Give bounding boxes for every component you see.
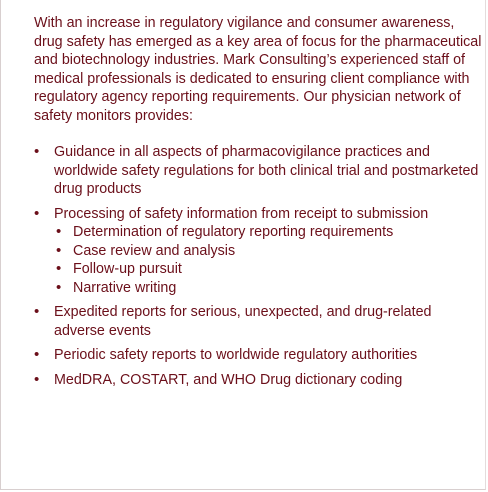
list-item — [34, 205, 484, 298]
sub-list-item: • Determination of regulatory reporting requirements — [54, 223, 484, 242]
list-item-text: Periodic safety reports to worldwide regulatory authorities — [54, 347, 418, 363]
services-list — [34, 143, 484, 389]
sub-list — [54, 223, 484, 297]
list-item-text: MedDRA, COSTART, and WHO Drug dictionary coding — [54, 371, 403, 388]
list-item-text: Guidance in all aspects of pharmacovigilance practices and worldwide safety regulations for both clinical trial and postmarketed drug products — [54, 144, 479, 197]
sub-list-item: • Case review and analysis — [54, 242, 484, 261]
list-item-text: Processing of safety information from receipt to submission — [54, 205, 429, 222]
sub-list-item: • Narrative writing — [54, 279, 484, 298]
list-item — [34, 346, 484, 365]
list-item — [34, 371, 484, 390]
list-item-text: Expedited reports for serious, unexpected, and drug-related adverse events — [54, 304, 432, 339]
list-item — [34, 143, 484, 199]
sub-list-item: • Follow-up pursuit — [54, 260, 484, 279]
intro-paragraph: With an increase in regulatory vigilance and consumer awareness, drug safety has emerged as a key area of focus for the pharmaceutical and biotechnology industries. Mark Consulting’s experienced staff of medical professionals is dedicated to ensuring client compliance with regulatory agency reporting requirements. Our physician network of safety monitors provides: — [34, 15, 482, 124]
drug-safety-section — [34, 14, 484, 395]
list-item — [34, 303, 484, 340]
